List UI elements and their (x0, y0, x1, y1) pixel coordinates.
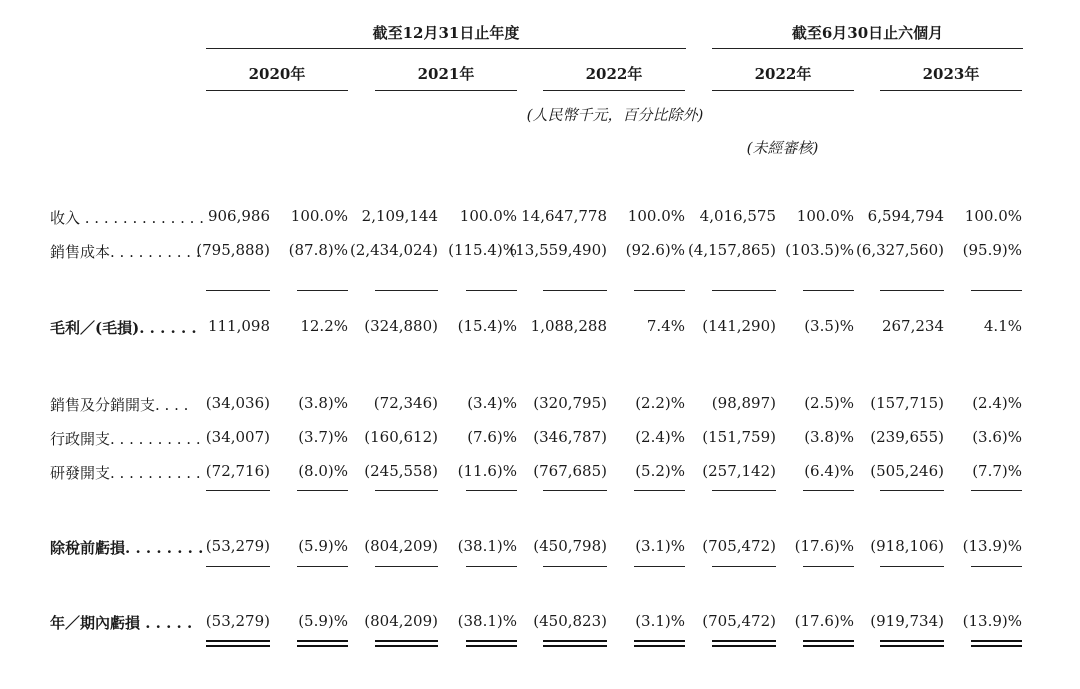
percent-cell: (3.8)% (298, 394, 348, 412)
percent-cell: (3.5)% (804, 317, 854, 335)
period-underline (206, 90, 348, 91)
amount-cell: (450,823) (533, 612, 607, 630)
percent-cell: (38.1)% (457, 537, 517, 555)
amount-cell: (320,795) (533, 394, 607, 412)
subtotal-rule (803, 490, 854, 491)
percent-cell: 12.2% (300, 317, 348, 335)
period-header-2023-h1: 2023年 (922, 65, 980, 83)
percent-cell: (3.1)% (635, 612, 685, 630)
total-double-rule (375, 640, 438, 647)
subtotal-rule (206, 490, 270, 491)
amount-cell: (245,558) (364, 462, 438, 480)
header-divider-six-months (712, 48, 1023, 49)
subtotal-rule (880, 490, 944, 491)
amount-cell: 4,016,575 (699, 207, 776, 225)
unit-note: (人民幣千元，百分比除外) (526, 106, 704, 124)
total-double-rule (634, 640, 685, 647)
percent-cell: (3.1)% (635, 537, 685, 555)
amount-cell: (4,157,865) (687, 241, 776, 259)
period-underline (712, 90, 854, 91)
amount-cell: 111,098 (207, 317, 270, 335)
row-label: 年／期內虧損 . . . . . (50, 614, 193, 632)
amount-cell: (151,759) (702, 428, 776, 446)
amount-cell: (239,655) (870, 428, 944, 446)
subtotal-rule (634, 290, 685, 291)
total-double-rule (206, 640, 270, 647)
subtotal-rule (543, 566, 607, 567)
amount-cell: (804,209) (364, 537, 438, 555)
amount-cell: (705,472) (702, 612, 776, 630)
subtotal-rule (803, 566, 854, 567)
subtotal-rule (634, 490, 685, 491)
row-label: 銷售成本. . . . . . . . . . (50, 243, 201, 261)
percent-cell: (2.2)% (635, 394, 685, 412)
subtotal-rule (206, 566, 270, 567)
percent-cell: (3.8)% (804, 428, 854, 446)
total-double-rule (297, 640, 348, 647)
percent-cell: (6.4)% (804, 462, 854, 480)
period-underline (543, 90, 685, 91)
percent-cell: (17.6)% (794, 612, 854, 630)
amount-cell: 267,234 (881, 317, 944, 335)
percent-cell: (38.1)% (457, 612, 517, 630)
subtotal-rule (880, 290, 944, 291)
unaudited-note: (未經審核) (746, 139, 819, 157)
subtotal-rule (375, 566, 438, 567)
amount-cell: (705,472) (702, 537, 776, 555)
percent-cell: (2.4)% (972, 394, 1022, 412)
amount-cell: (72,346) (373, 394, 438, 412)
amount-cell: (767,685) (533, 462, 607, 480)
amount-cell: (505,246) (870, 462, 944, 480)
amount-cell: (141,290) (702, 317, 776, 335)
amount-cell: (795,888) (196, 241, 270, 259)
row-label: 收入 . . . . . . . . . . . . . (50, 209, 204, 227)
subtotal-rule (712, 290, 776, 291)
percent-cell: (5.2)% (635, 462, 685, 480)
total-double-rule (466, 640, 517, 647)
subtotal-rule (206, 290, 270, 291)
period-header-2022-h1: 2022年 (754, 65, 812, 83)
amount-cell: (98,897) (711, 394, 776, 412)
subtotal-rule (466, 490, 517, 491)
amount-cell: 1,088,288 (530, 317, 607, 335)
header-six-months-group: 截至6月30日止六個月 (791, 24, 944, 42)
total-double-rule (971, 640, 1022, 647)
percent-cell: (87.8)% (288, 241, 348, 259)
header-divider-year-end (206, 48, 686, 49)
subtotal-rule (543, 290, 607, 291)
amount-cell: (346,787) (533, 428, 607, 446)
row-label: 銷售及分銷開支. . . . (50, 396, 189, 414)
percent-cell: (2.5)% (804, 394, 854, 412)
amount-cell: (450,798) (533, 537, 607, 555)
amount-cell: 906,986 (207, 207, 270, 225)
amount-cell: (34,036) (205, 394, 270, 412)
percent-cell: 7.4% (646, 317, 685, 335)
subtotal-rule (971, 290, 1022, 291)
percent-cell: (7.6)% (467, 428, 517, 446)
subtotal-rule (297, 566, 348, 567)
percent-cell: (5.9)% (298, 537, 348, 555)
period-underline (880, 90, 1022, 91)
percent-cell: (7.7)% (972, 462, 1022, 480)
percent-cell: (13.9)% (962, 537, 1022, 555)
percent-cell: 100.0% (627, 207, 685, 225)
percent-cell: (92.6)% (625, 241, 685, 259)
percent-cell: (8.0)% (298, 462, 348, 480)
amount-cell: (2,434,024) (349, 241, 438, 259)
subtotal-rule (466, 290, 517, 291)
percent-cell: 100.0% (964, 207, 1022, 225)
percent-cell: (103.5)% (785, 241, 854, 259)
subtotal-rule (297, 290, 348, 291)
subtotal-rule (543, 490, 607, 491)
subtotal-rule (375, 290, 438, 291)
percent-cell: 100.0% (290, 207, 348, 225)
period-header-2021: 2021年 (417, 65, 475, 83)
amount-cell: (157,715) (870, 394, 944, 412)
row-label: 研發開支. . . . . . . . . . (50, 464, 201, 482)
amount-cell: (324,880) (364, 317, 438, 335)
total-double-rule (712, 640, 776, 647)
subtotal-rule (712, 566, 776, 567)
percent-cell: (2.4)% (635, 428, 685, 446)
subtotal-rule (971, 490, 1022, 491)
amount-cell: (918,106) (870, 537, 944, 555)
amount-cell: (53,279) (205, 537, 270, 555)
subtotal-rule (466, 566, 517, 567)
percent-cell: (5.9)% (298, 612, 348, 630)
amount-cell: (72,716) (205, 462, 270, 480)
percent-cell: (95.9)% (962, 241, 1022, 259)
amount-cell: (804,209) (364, 612, 438, 630)
percent-cell: (3.6)% (972, 428, 1022, 446)
amount-cell: 2,109,144 (361, 207, 438, 225)
subtotal-rule (375, 490, 438, 491)
amount-cell: (53,279) (205, 612, 270, 630)
period-underline (375, 90, 517, 91)
row-label: 除稅前虧損. . . . . . . . (50, 539, 204, 557)
amount-cell: (257,142) (702, 462, 776, 480)
percent-cell: (11.6)% (457, 462, 517, 480)
total-double-rule (880, 640, 944, 647)
amount-cell: 14,647,778 (521, 207, 607, 225)
subtotal-rule (297, 490, 348, 491)
amount-cell: 6,594,794 (867, 207, 944, 225)
percent-cell: 4.1% (983, 317, 1022, 335)
subtotal-rule (634, 566, 685, 567)
subtotal-rule (803, 290, 854, 291)
total-double-rule (543, 640, 607, 647)
row-label: 行政開支. . . . . . . . . . (50, 430, 201, 448)
amount-cell: (13,559,490) (509, 241, 607, 259)
amount-cell: (919,734) (870, 612, 944, 630)
percent-cell: (115.4)% (448, 241, 517, 259)
amount-cell: (34,007) (205, 428, 270, 446)
percent-cell: 100.0% (459, 207, 517, 225)
period-header-2022: 2022年 (585, 65, 643, 83)
percent-cell: (13.9)% (962, 612, 1022, 630)
header-year-end-group: 截至12月31日止年度 (372, 24, 520, 42)
subtotal-rule (712, 490, 776, 491)
period-header-2020: 2020年 (248, 65, 306, 83)
row-label: 毛利／(毛損). . . . . . (50, 319, 197, 337)
percent-cell: (17.6)% (794, 537, 854, 555)
amount-cell: (6,327,560) (855, 241, 944, 259)
amount-cell: (160,612) (364, 428, 438, 446)
percent-cell: (15.4)% (457, 317, 517, 335)
total-double-rule (803, 640, 854, 647)
percent-cell: (3.7)% (298, 428, 348, 446)
percent-cell: 100.0% (796, 207, 854, 225)
percent-cell: (3.4)% (467, 394, 517, 412)
subtotal-rule (971, 566, 1022, 567)
subtotal-rule (880, 566, 944, 567)
